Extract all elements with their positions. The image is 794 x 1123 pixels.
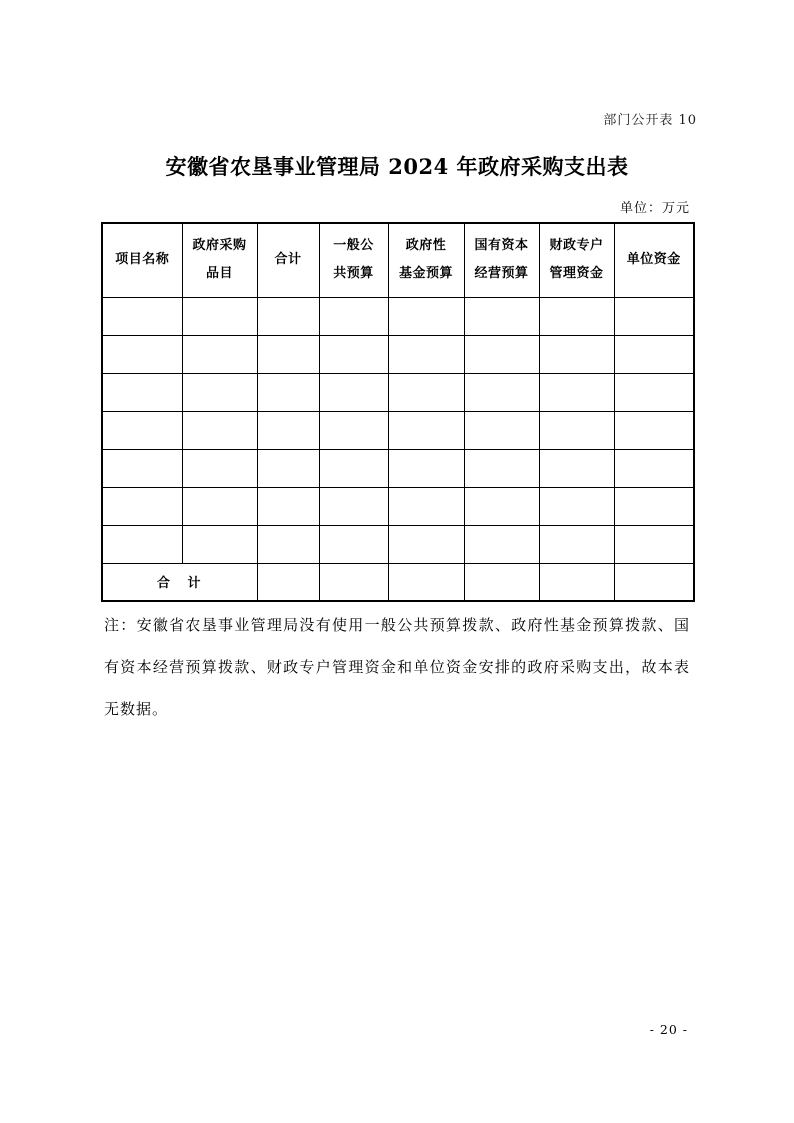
total-value-cell [464, 563, 539, 601]
corner-label: 部门公开表 10 [603, 113, 697, 128]
empty-cell [539, 297, 614, 335]
empty-cell [539, 411, 614, 449]
empty-cell [464, 487, 539, 525]
empty-cell [102, 335, 182, 373]
empty-data-row [102, 525, 694, 563]
empty-cell [614, 449, 694, 487]
empty-cell [614, 487, 694, 525]
empty-data-row [102, 487, 694, 525]
empty-cell [388, 525, 464, 563]
empty-cell [319, 411, 388, 449]
empty-cell [257, 373, 319, 411]
note-line: 注：安徽省农垦事业管理局没有使用一般公共预算拨款、政府性基金预算拨款、国 [104, 616, 690, 634]
empty-cell [257, 449, 319, 487]
header-cell-government-fund-budget [388, 223, 464, 297]
empty-cell [464, 411, 539, 449]
header-line: 单位资金 [626, 252, 681, 268]
empty-cell [102, 487, 182, 525]
header-line: 共预算 [333, 266, 374, 282]
empty-cell [102, 373, 182, 411]
empty-data-row [102, 373, 694, 411]
empty-cell [257, 335, 319, 373]
empty-cell [182, 449, 257, 487]
empty-data-row [102, 449, 694, 487]
empty-cell [464, 297, 539, 335]
empty-cell [257, 411, 319, 449]
page-title: 安徽省农垦事业管理局 2024 年政府采购支出表 [165, 154, 629, 179]
empty-cell [102, 411, 182, 449]
note-line: 有资本经营预算拨款、财政专户管理资金和单位资金安排的政府采购支出，故本表 [104, 658, 690, 676]
empty-cell [614, 297, 694, 335]
header-cell-procurement-item [182, 223, 257, 297]
empty-cell [539, 335, 614, 373]
header-line: 政府性 [405, 238, 447, 254]
empty-cell [257, 525, 319, 563]
procurement-table [101, 222, 695, 602]
note [104, 604, 690, 730]
empty-cell [182, 297, 257, 335]
empty-cell [464, 525, 539, 563]
table-empty-rows [102, 297, 694, 563]
empty-cell [614, 411, 694, 449]
table-header-row [102, 223, 694, 297]
empty-data-row [102, 411, 694, 449]
total-row [102, 563, 694, 601]
empty-cell [257, 297, 319, 335]
empty-cell [102, 449, 182, 487]
empty-cell [614, 335, 694, 373]
empty-cell [257, 487, 319, 525]
empty-cell [102, 297, 182, 335]
header-cell-project-name [102, 223, 182, 297]
empty-cell [388, 297, 464, 335]
empty-cell [388, 449, 464, 487]
total-row-label: 合 计 [102, 563, 257, 601]
empty-cell [182, 525, 257, 563]
empty-cell [319, 373, 388, 411]
header-line: 财政专户 [549, 238, 604, 254]
header-cell-general-public-budget [319, 223, 388, 297]
empty-cell [614, 525, 694, 563]
empty-cell [464, 373, 539, 411]
page-number: - 20 - [649, 1022, 688, 1037]
empty-cell [182, 335, 257, 373]
note-line: 无数据。 [104, 700, 169, 718]
total-value-cell [257, 563, 319, 601]
header-line: 管理资金 [549, 266, 604, 282]
empty-cell [464, 335, 539, 373]
empty-cell [182, 373, 257, 411]
header-line: 项目名称 [115, 252, 170, 268]
header-line: 国有资本 [474, 238, 529, 254]
table-total-section [102, 563, 694, 601]
header-line: 政府采购 [192, 238, 247, 254]
empty-data-row [102, 335, 694, 373]
empty-cell [319, 449, 388, 487]
empty-cell [182, 487, 257, 525]
empty-cell [539, 373, 614, 411]
empty-cell [614, 373, 694, 411]
header-line: 经营预算 [474, 266, 529, 282]
total-value-cell [388, 563, 464, 601]
empty-cell [388, 411, 464, 449]
total-value-cell [539, 563, 614, 601]
empty-cell [182, 411, 257, 449]
empty-cell [319, 487, 388, 525]
header-cell-total [257, 223, 319, 297]
header-cell-fiscal-special-account [539, 223, 614, 297]
empty-cell [388, 487, 464, 525]
total-value-cell [319, 563, 388, 601]
unit-label: 单位：万元 [619, 201, 690, 216]
header-cell-state-capital-budget [464, 223, 539, 297]
header-line: 基金预算 [398, 266, 453, 282]
empty-cell [539, 487, 614, 525]
empty-cell [102, 525, 182, 563]
empty-cell [539, 449, 614, 487]
empty-cell [388, 335, 464, 373]
empty-cell [319, 297, 388, 335]
empty-cell [539, 525, 614, 563]
empty-cell [319, 525, 388, 563]
header-line: 一般公 [333, 238, 374, 254]
empty-cell [464, 449, 539, 487]
total-value-cell [614, 563, 694, 601]
empty-cell [319, 335, 388, 373]
header-cell-unit-funds [614, 223, 694, 297]
header-line: 合计 [274, 252, 302, 268]
header-line: 品目 [205, 266, 233, 282]
empty-data-row [102, 297, 694, 335]
empty-cell [388, 373, 464, 411]
